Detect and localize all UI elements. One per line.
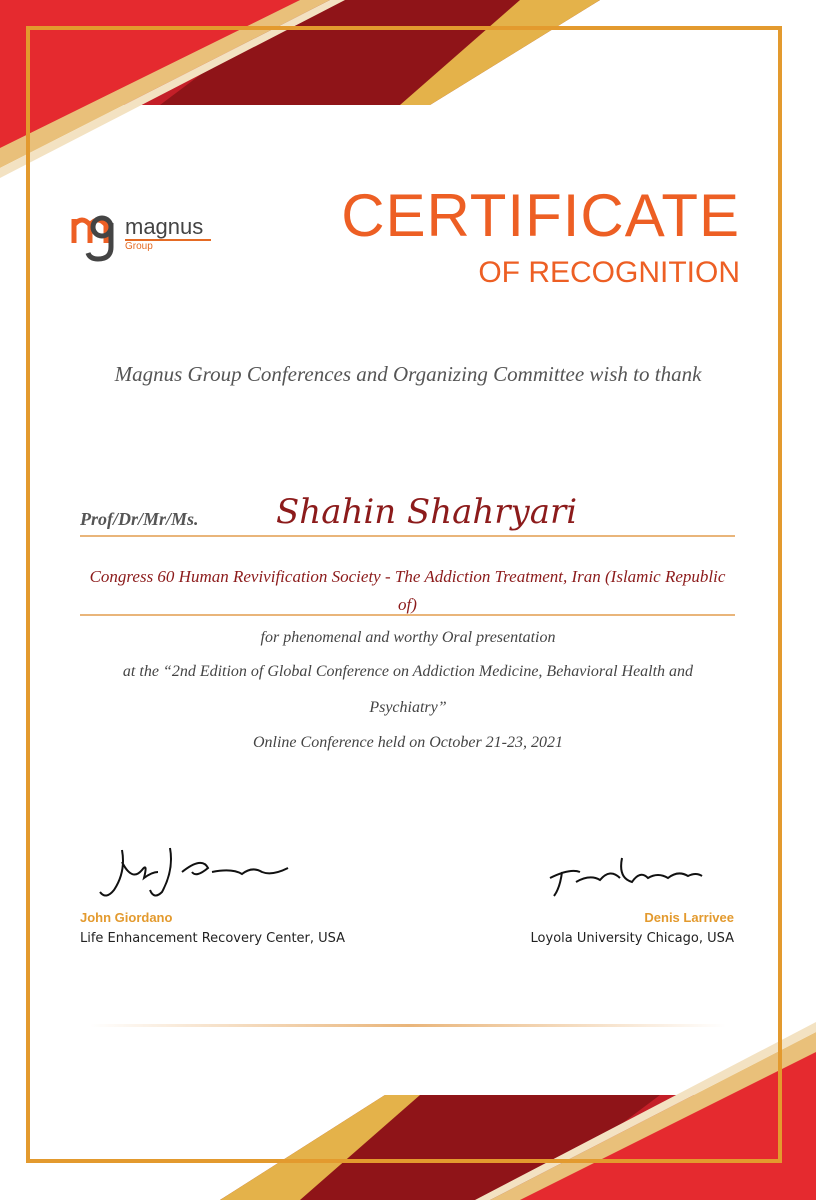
logo-subtext: Group bbox=[125, 241, 153, 252]
signature-left-icon bbox=[92, 842, 302, 904]
signature-right-icon bbox=[540, 848, 710, 900]
recipient-prefix: Prof/Dr/Mr/Ms. bbox=[80, 509, 199, 529]
certificate-title: CERTIFICATE bbox=[341, 182, 740, 249]
signatory-1-name: John Giordano bbox=[80, 910, 173, 925]
body-line-1: for phenomenal and worthy Oral presentation bbox=[260, 629, 556, 646]
signatory-2-name: Denis Larrivee bbox=[644, 910, 734, 925]
recipient-affiliation: Congress 60 Human Revivification Society - The Addiction Treatment, Iran (Islamic Republic of) bbox=[89, 567, 726, 614]
signatory-2-org: Loyola University Chicago, USA bbox=[530, 931, 734, 946]
body-line-2: at the “2nd Edition of Global Conference on Addiction Medicine, Behavioral Health and bbox=[122, 663, 694, 680]
certificate-subtitle: OF RECOGNITION bbox=[478, 256, 740, 289]
affiliation-rule bbox=[80, 614, 735, 616]
decorative-divider bbox=[90, 1024, 726, 1027]
name-rule bbox=[80, 535, 735, 537]
signatory-1-org: Life Enhancement Recovery Center, USA bbox=[80, 931, 346, 946]
body-line-3: Psychiatry” bbox=[369, 699, 447, 716]
logo-text: magnus bbox=[125, 214, 204, 239]
body-line-4: Online Conference held on October 21-23, 2021 bbox=[252, 734, 563, 751]
recipient-name: Shahin Shahryari bbox=[276, 492, 578, 532]
thank-line: Magnus Group Conferences and Organizing Committee wish to thank bbox=[114, 362, 702, 386]
